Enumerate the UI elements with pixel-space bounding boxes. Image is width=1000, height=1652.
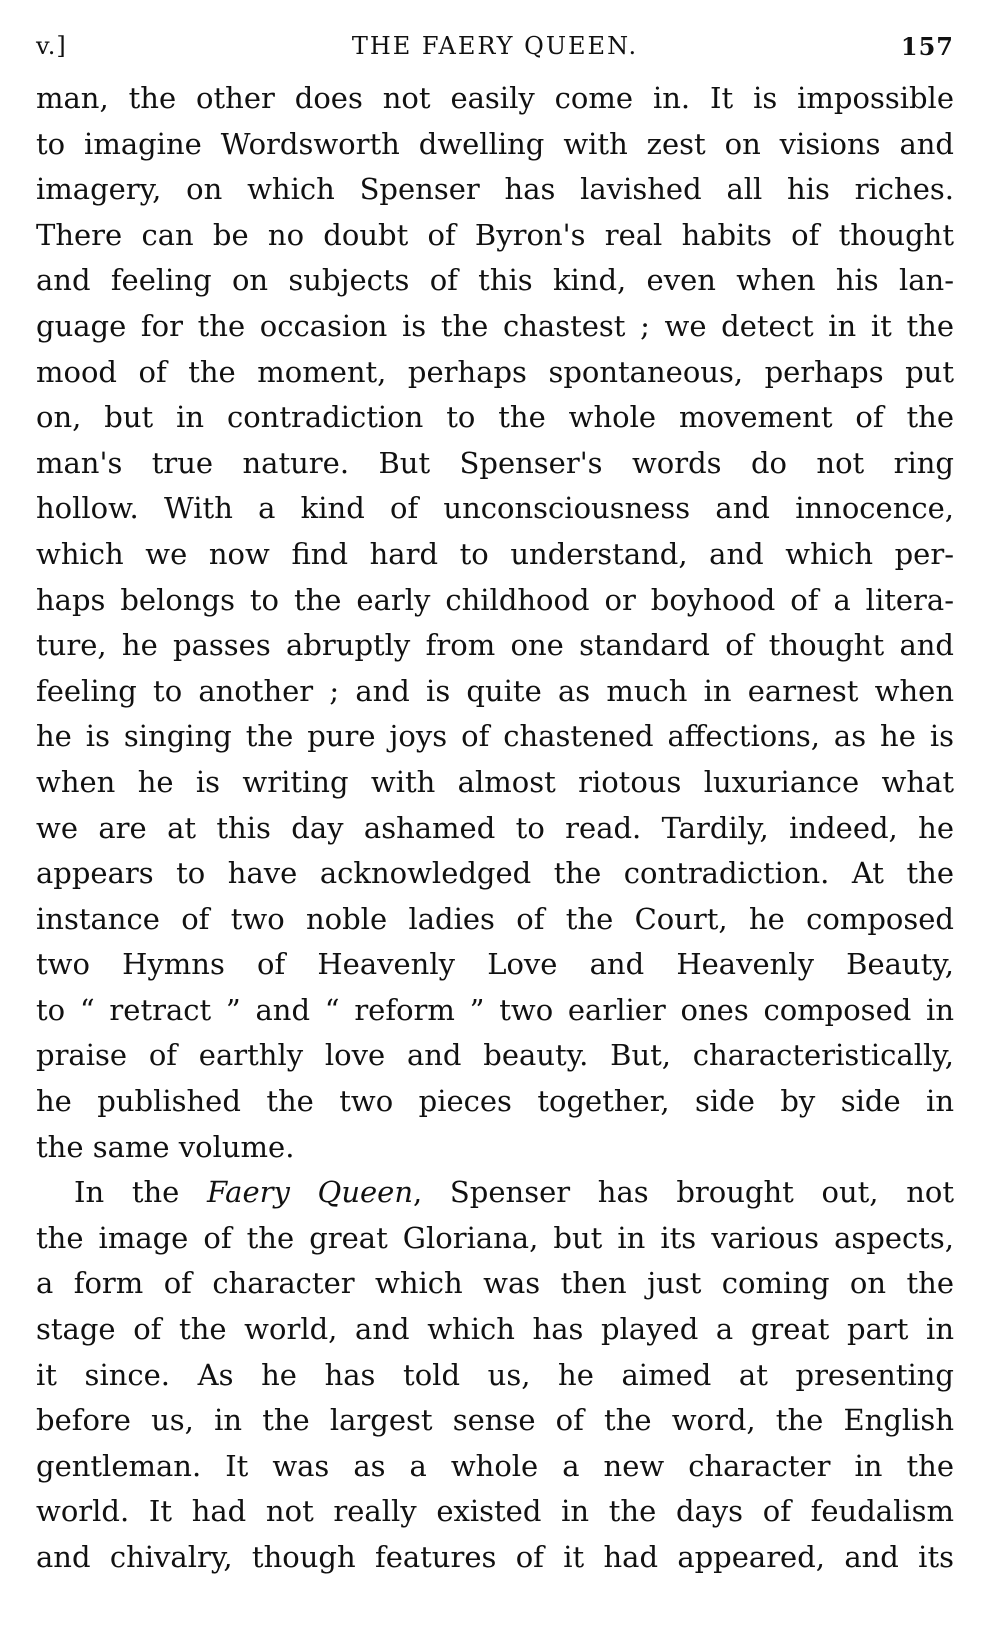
text-line: man, the other does not easily come in. It is impossible [36,81,954,115]
text-line: hollow. With a kind of unconsciousness and innocence, [36,491,954,526]
text-line: we are at this day ashamed to read. Tardily, indeed, he [36,810,954,845]
text-line: world. It had not really existed in the days of feudalism [36,1494,954,1529]
text-line: before us, in the largest sense of the word, the English [36,1403,954,1438]
text-line: guage for the occasion is the chastest ; we detect in it the [36,308,954,343]
text-line: to imagine Wordsworth dwelling with zest on visions and [36,126,954,161]
text-line: to “ retract ” and “ reform ” two earlier ones composed in [36,992,954,1027]
text-line: There can be no doubt of Byron's real habits of thought [36,217,954,252]
paragraph-1 [36,76,954,1170]
text-line: mood of the moment, perhaps spontaneous, perhaps put [36,354,954,389]
running-title: THE FAERY QUEEN. [351,32,639,60]
text-line: he published the two pieces together, side by side in [36,1084,954,1119]
text-line: which we now find hard to understand, and which per- [36,536,954,571]
text-line: gentleman. It was as a whole a new character in the [36,1448,954,1483]
text-line: it since. As he has told us, he aimed at presenting [36,1357,954,1392]
text-line: instance of two noble ladies of the Court, he composed [36,901,954,936]
text-line: he is singing the pure joys of chastened affections, as he is [36,719,954,754]
text-line-first [36,1170,954,1216]
text-line: and feeling on subjects of this kind, even when his lan- [36,263,954,298]
text-line: stage of the world, and which has played a great part in [36,1312,954,1347]
text-line: when he is writing with almost riotous luxuriance what [36,764,954,799]
text-line: feeling to another ; and is quite as much in earnest when [36,673,954,708]
text-line: on, but in contradiction to the whole movement of the [36,400,954,435]
book-title-italic: Faery Queen [207,1175,414,1210]
chapter-marker: v.] [36,32,67,60]
text-run: , Spenser has brought out, not [413,1175,954,1210]
text-line: man's true nature. But Spenser's words do not ring [36,445,954,480]
running-head [36,14,954,74]
text-line: and chivalry, though features of it had appeared, and its [36,1540,954,1574]
page-number: 157 [900,32,954,61]
text-line: the image of the great Gloriana, but in its various aspects, [36,1220,954,1255]
text-line: imagery, on which Spenser has lavished all his riches. [36,172,954,207]
text-line: the same volume. [36,1129,295,1164]
text-line: a form of character which was then just coming on the [36,1266,954,1301]
paragraph-2 [36,1170,954,1580]
text-line: appears to have acknowledged the contradiction. At the [36,856,954,891]
book-page [36,14,954,1581]
text-line: ture, he passes abruptly from one standard of thought and [36,628,954,663]
text-line: haps belongs to the early childhood or boyhood of a litera- [36,582,954,617]
text-line: two Hymns of Heavenly Love and Heavenly Beauty, [36,947,954,982]
text-line: praise of earthly love and beauty. But, characteristically, [36,1038,954,1073]
body-text [36,76,954,1581]
text-run: In the [74,1175,208,1210]
